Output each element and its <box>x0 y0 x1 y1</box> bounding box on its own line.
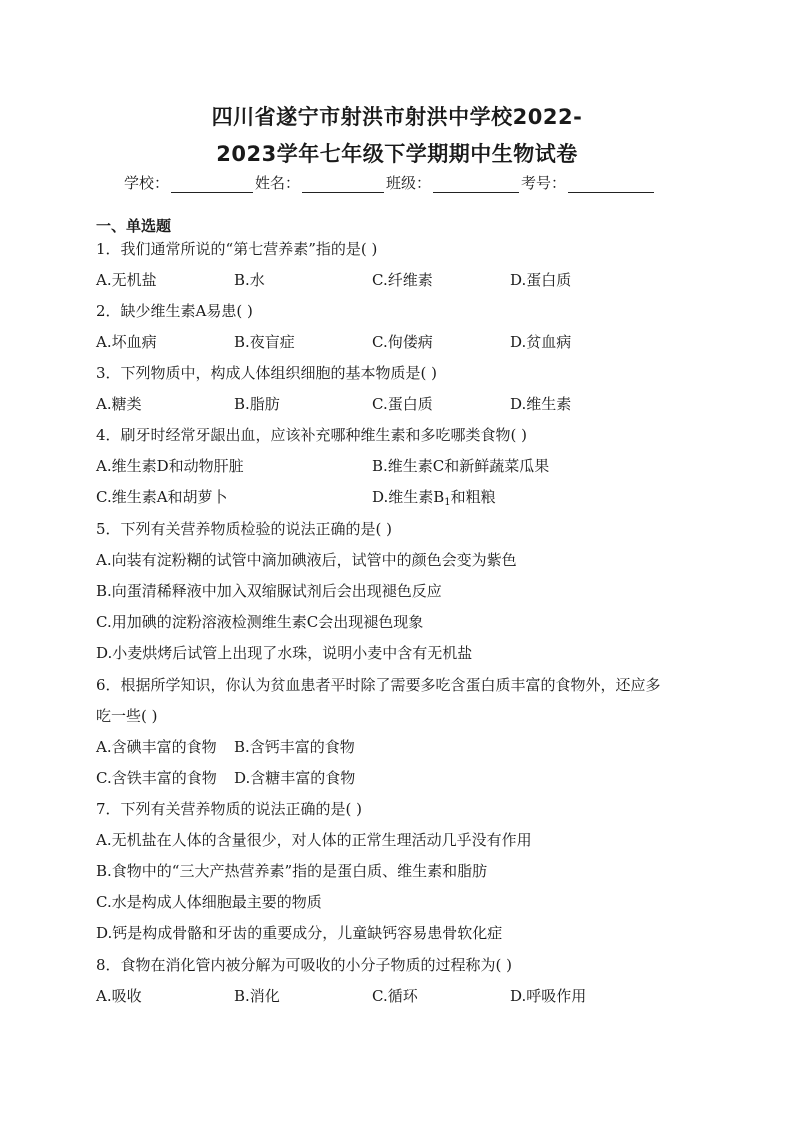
question-6-option-c[interactable]: C.含铁丰富的食物 <box>96 769 217 787</box>
question-8-option-a[interactable]: A.吸收 <box>96 987 142 1005</box>
school-field <box>124 172 255 193</box>
question-3-option-c[interactable]: C.蛋白质 <box>372 395 433 413</box>
question-5-option-d[interactable]: D.小麦烘烤后试管上出现了水珠，说明小麦中含有无机盐 <box>96 644 473 662</box>
question-3-option-b[interactable]: B.脂肪 <box>234 395 280 413</box>
question-3-option-d[interactable]: D.维生素 <box>510 395 572 413</box>
question-6-option-a[interactable]: A.含碘丰富的食物 <box>96 738 217 756</box>
class-field <box>386 172 521 193</box>
question-1-stem: 1．我们通常所说的“第七营养素”指的是( ) <box>96 240 378 258</box>
question-6-stem-line-1: 6．根据所学知识，你认为贫血患者平时除了需要多吃含蛋白质丰富的食物外，还应多 <box>96 676 661 694</box>
question-5-stem: 5．下列有关营养物质检验的说法正确的是( ) <box>96 520 393 538</box>
question-4-option-a[interactable]: A.维生素D和动物肝脏 <box>96 457 244 475</box>
question-4-stem: 4．刷牙时经常牙龈出血，应该补充哪种维生素和多吃哪类食物( ) <box>96 426 528 444</box>
question-1-option-a[interactable]: A.无机盐 <box>96 271 157 289</box>
question-3-option-a[interactable]: A.糖类 <box>96 395 142 413</box>
question-6-option-d[interactable]: D.含糖丰富的食物 <box>234 769 356 787</box>
student-info-bar <box>124 172 656 193</box>
question-5-option-b[interactable]: B.向蛋清稀释液中加入双缩脲试剂后会出现褪色反应 <box>96 582 442 600</box>
question-8-stem: 8．食物在消化管内被分解为可吸收的小分子物质的过程称为( ) <box>96 956 513 974</box>
section-heading: 一、单选题 <box>96 217 172 235</box>
question-6-option-b[interactable]: B.含钙丰富的食物 <box>234 738 355 756</box>
question-2-option-a[interactable]: A.坏血病 <box>96 333 157 351</box>
question-7-option-c[interactable]: C.水是构成人体细胞最主要的物质 <box>96 893 322 911</box>
question-7-option-b[interactable]: B.食物中的“三大产热营养素”指的是蛋白质、维生素和脂肪 <box>96 862 488 880</box>
question-3-stem: 3．下列物质中，构成人体组织细胞的基本物质是( ) <box>96 364 438 382</box>
question-5-option-a[interactable]: A.向装有淀粉糊的试管中滴加碘液后，试管中的颜色会变为紫色 <box>96 551 517 569</box>
school-label: 学校： <box>124 174 170 192</box>
exam-title-line-1: 四川省遂宁市射洪市射洪中学校2022- <box>211 105 583 129</box>
number-blank[interactable] <box>568 178 654 193</box>
question-7-stem: 7．下列有关营养物质的说法正确的是( ) <box>96 800 363 818</box>
question-2-stem: 2．缺少维生素A易患( ) <box>96 302 253 320</box>
question-8-option-c[interactable]: C.循环 <box>372 987 418 1005</box>
number-field <box>521 172 656 193</box>
question-4-option-d-subscript: 1 <box>444 497 451 508</box>
class-label: 班级： <box>386 174 432 192</box>
question-8-option-b[interactable]: B.消化 <box>234 987 280 1005</box>
question-7-option-d[interactable]: D.钙是构成骨骼和牙齿的重要成分，儿童缺钙容易患骨软化症 <box>96 924 503 942</box>
number-label: 考号： <box>521 174 567 192</box>
question-2-option-d[interactable]: D.贫血病 <box>510 333 572 351</box>
question-5-option-c[interactable]: C.用加碘的淀粉溶液检测维生素C会出现褪色现象 <box>96 613 424 631</box>
question-8-option-d[interactable]: D.呼吸作用 <box>510 987 587 1005</box>
question-4-option-d-suffix: 和粗粮 <box>450 488 496 506</box>
school-blank[interactable] <box>171 178 253 193</box>
question-4-option-d[interactable] <box>372 488 496 506</box>
exam-title-line-2: 2023学年七年级下学期期中生物试卷 <box>216 142 578 166</box>
question-4-option-b[interactable]: B.维生素C和新鲜蔬菜瓜果 <box>372 457 550 475</box>
question-4-option-c[interactable]: C.维生素A和胡萝卜 <box>96 488 228 506</box>
name-label: 姓名： <box>255 174 301 192</box>
question-7-option-a[interactable]: A.无机盐在人体的含量很少，对人体的正常生理活动几乎没有作用 <box>96 831 532 849</box>
question-4-option-d-text: D.维生素B <box>372 488 445 506</box>
question-1-option-c[interactable]: C.纤维素 <box>372 271 433 289</box>
question-2-option-c[interactable]: C.佝偻病 <box>372 333 433 351</box>
name-blank[interactable] <box>302 178 384 193</box>
question-6-stem-line-2: 吃一些( ) <box>96 707 158 725</box>
name-field <box>255 172 386 193</box>
question-1-option-d[interactable]: D.蛋白质 <box>510 271 572 289</box>
question-1-option-b[interactable]: B.水 <box>234 271 265 289</box>
question-2-option-b[interactable]: B.夜盲症 <box>234 333 295 351</box>
class-blank[interactable] <box>433 178 519 193</box>
